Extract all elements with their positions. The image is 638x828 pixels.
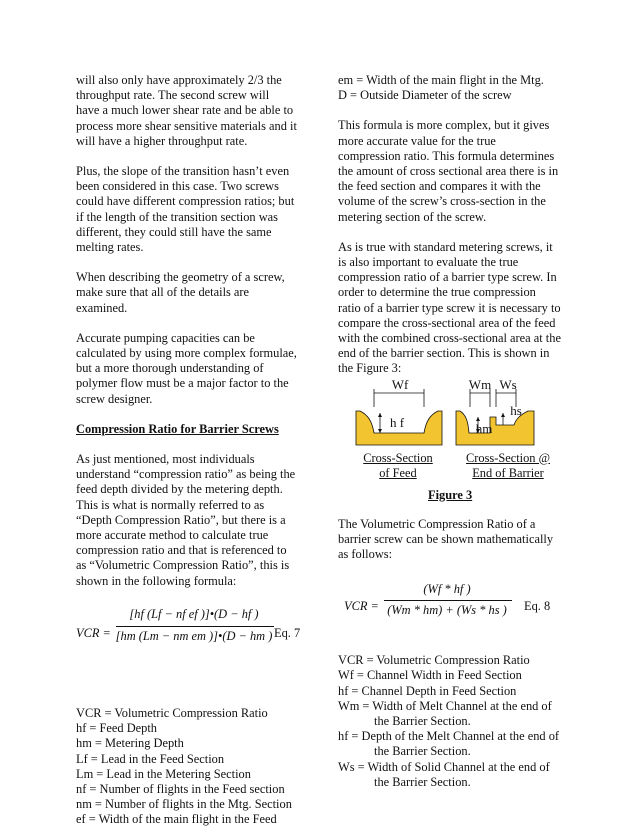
label-line: End of Barrier: [472, 465, 544, 480]
equation-8: [338, 577, 564, 631]
text-line: ratio of a barrier type screw it is necessary to: [338, 300, 561, 315]
definition-line: nm = Number of flights in the Mtg. Section: [76, 797, 292, 812]
definition-line: Wm = Width of Melt Channel at the end of the Barrier Section.: [338, 698, 552, 729]
text-line: is also important to evaluate the true: [338, 255, 519, 270]
definition-line: Lm = Lead in the Metering Section: [76, 766, 251, 781]
text-line: This is what is normally referred to as: [76, 497, 265, 512]
text-line: understand “compression ratio” as being the: [76, 467, 296, 482]
text-line: order to determine the true compression: [338, 285, 536, 300]
text-line: compression ratio. This formula determines: [338, 148, 555, 163]
text-line: but a more thorough understanding of: [76, 361, 264, 376]
text-line: the Figure 3:: [338, 361, 402, 376]
definition-line: Lf = Lead in the Feed Section: [76, 751, 225, 766]
text-line: more accurate method to calculate true: [76, 528, 269, 543]
text-line: as follows:: [338, 547, 393, 562]
text-line: polymer flow must be a major factor to the: [76, 376, 289, 391]
left-column: [76, 73, 304, 828]
paragraph-volumetric: [338, 517, 564, 563]
text-line: This formula is more complex, but it gives: [338, 118, 550, 133]
text-line: end of the barrier section. This is shown in: [338, 346, 550, 361]
hm-label: hm: [475, 420, 493, 436]
barrier-section-label: [456, 451, 560, 481]
text-line: could have different compression ratios; but: [76, 194, 295, 209]
text-line: The Volumetric Compression Ratio of a: [338, 516, 536, 531]
equation-denominator: (Wm * hm) + (Ws * hs ): [387, 603, 507, 618]
text-line: process more shear sensitive materials and it: [76, 118, 297, 133]
definition-line: VCR = Volumetric Compression Ratio: [338, 653, 530, 668]
paragraph-barrier: [338, 240, 564, 377]
text-line: different, they could still have the same: [76, 224, 272, 239]
text-line: will also only have approximately 2/3 the: [76, 73, 282, 87]
text-line: Plus, the slope of the transition hasn’t even: [76, 164, 290, 179]
definition-line: em = Width of the main flight in the Mtg.: [338, 73, 544, 87]
wm-label: Wm: [468, 376, 492, 392]
paragraph-throughput: [76, 73, 304, 149]
equation-lhs: VCR =: [344, 599, 379, 614]
text-line: as “Volumetric Compression Ratio”, this is: [76, 558, 290, 573]
definition-line: hm = Metering Depth: [76, 736, 184, 751]
figure-caption: Figure 3: [428, 487, 473, 502]
wf-label: Wf: [391, 376, 409, 392]
text-line: As is true with standard metering screws, it: [338, 239, 553, 254]
text-line: screw designer.: [76, 391, 153, 406]
definition-line: ef = Width of the main flight in the Feed: [76, 812, 277, 827]
definition-line: nf = Number of flights in the Feed section: [76, 781, 285, 796]
text-line: the amount of cross sectional area there is in: [338, 164, 559, 179]
text-line: As just mentioned, most individuals: [76, 452, 255, 467]
text-line: “Depth Compression Ratio”, but there is a: [76, 512, 286, 527]
equation-denominator: [hm (Lm − nm em )]•(D − hm ): [115, 628, 273, 643]
cross-section-diagram: [338, 377, 564, 457]
text-line: have a much lower shear rate and be able to: [76, 103, 294, 118]
text-line: examined.: [76, 300, 128, 315]
text-line: the feed section and compares it with the: [338, 179, 541, 194]
section-heading: Compression Ratio for Barrier Screws: [76, 421, 279, 436]
definition-line: hf = Feed Depth: [76, 721, 157, 736]
hs-label: hs: [510, 402, 522, 418]
figure-3: [338, 377, 564, 517]
text-line: metering section of the screw.: [338, 209, 487, 224]
text-line: feed depth divided by the metering depth.: [76, 482, 283, 497]
fraction-bar: [116, 626, 274, 627]
paragraph-formula-complex: [338, 118, 564, 224]
paragraph-transition: [76, 164, 304, 255]
right-column: [338, 73, 564, 790]
paragraph-pumping: [76, 331, 304, 407]
text-line: if the length of the transition section was: [76, 209, 278, 224]
equation-numerator: (Wf * hf ): [423, 582, 471, 597]
feed-section-label: [356, 451, 440, 481]
equation-label: Eq. 7: [274, 625, 301, 640]
paragraph-geometry: [76, 270, 304, 316]
text-line: will have a higher throughput rate.: [76, 133, 248, 148]
fraction-bar: [384, 600, 512, 601]
text-line: with the combined cross-sectional area at the: [338, 331, 561, 346]
text-line: barrier screw can be shown mathematically: [338, 531, 554, 546]
definition-line: Wf = Channel Width in Feed Section: [338, 668, 522, 683]
definition-line: Ws = Width of Solid Channel at the end of the Barrier Section.: [338, 759, 550, 789]
equation-lhs: VCR =: [76, 625, 111, 640]
text-line: compare the cross-sectional area of the feed: [338, 315, 556, 330]
definition-line: D = Outside Diameter of the screw: [338, 88, 512, 103]
text-line: compression ratio of a barrier type screw. In: [338, 270, 557, 285]
text-line: melting rates.: [76, 240, 144, 255]
text-line: shown in the following formula:: [76, 573, 237, 588]
equation-numerator: [hf (Lf − nf ef )]•(D − hf ): [129, 606, 259, 621]
text-line: When describing the geometry of a screw,: [76, 270, 285, 285]
definition-line: VCR = Volumetric Compression Ratio: [76, 705, 268, 720]
text-line: been considered in this case. Two screws: [76, 179, 279, 194]
definition-line: hf = Depth of the Melt Channel at the end of the Barrier Section.: [338, 729, 560, 759]
text-line: volume of the screw’s cross-section in the: [338, 194, 546, 209]
text-line: Accurate pumping capacities can be: [76, 330, 255, 345]
ws-label: Ws: [499, 376, 517, 392]
label-line: Cross-Section: [363, 450, 433, 465]
equation-7: [76, 604, 304, 666]
definition-line: hf = Channel Depth in Feed Section: [338, 683, 517, 698]
text-line: make sure that all of the details are: [76, 285, 250, 300]
equation-label: Eq. 8: [524, 599, 551, 614]
text-line: calculated by using more complex formulae,: [76, 346, 297, 361]
text-line: compression ratio and that is referenced to: [76, 543, 287, 558]
paragraph-compression-ratio: [76, 452, 304, 589]
label-line: Cross-Section @: [465, 450, 551, 465]
label-line: of Feed: [379, 465, 417, 480]
hf-label: h f: [389, 414, 405, 430]
text-line: throughput rate. The second screw will: [76, 88, 270, 103]
text-line: more accurate value for the true: [338, 133, 496, 148]
